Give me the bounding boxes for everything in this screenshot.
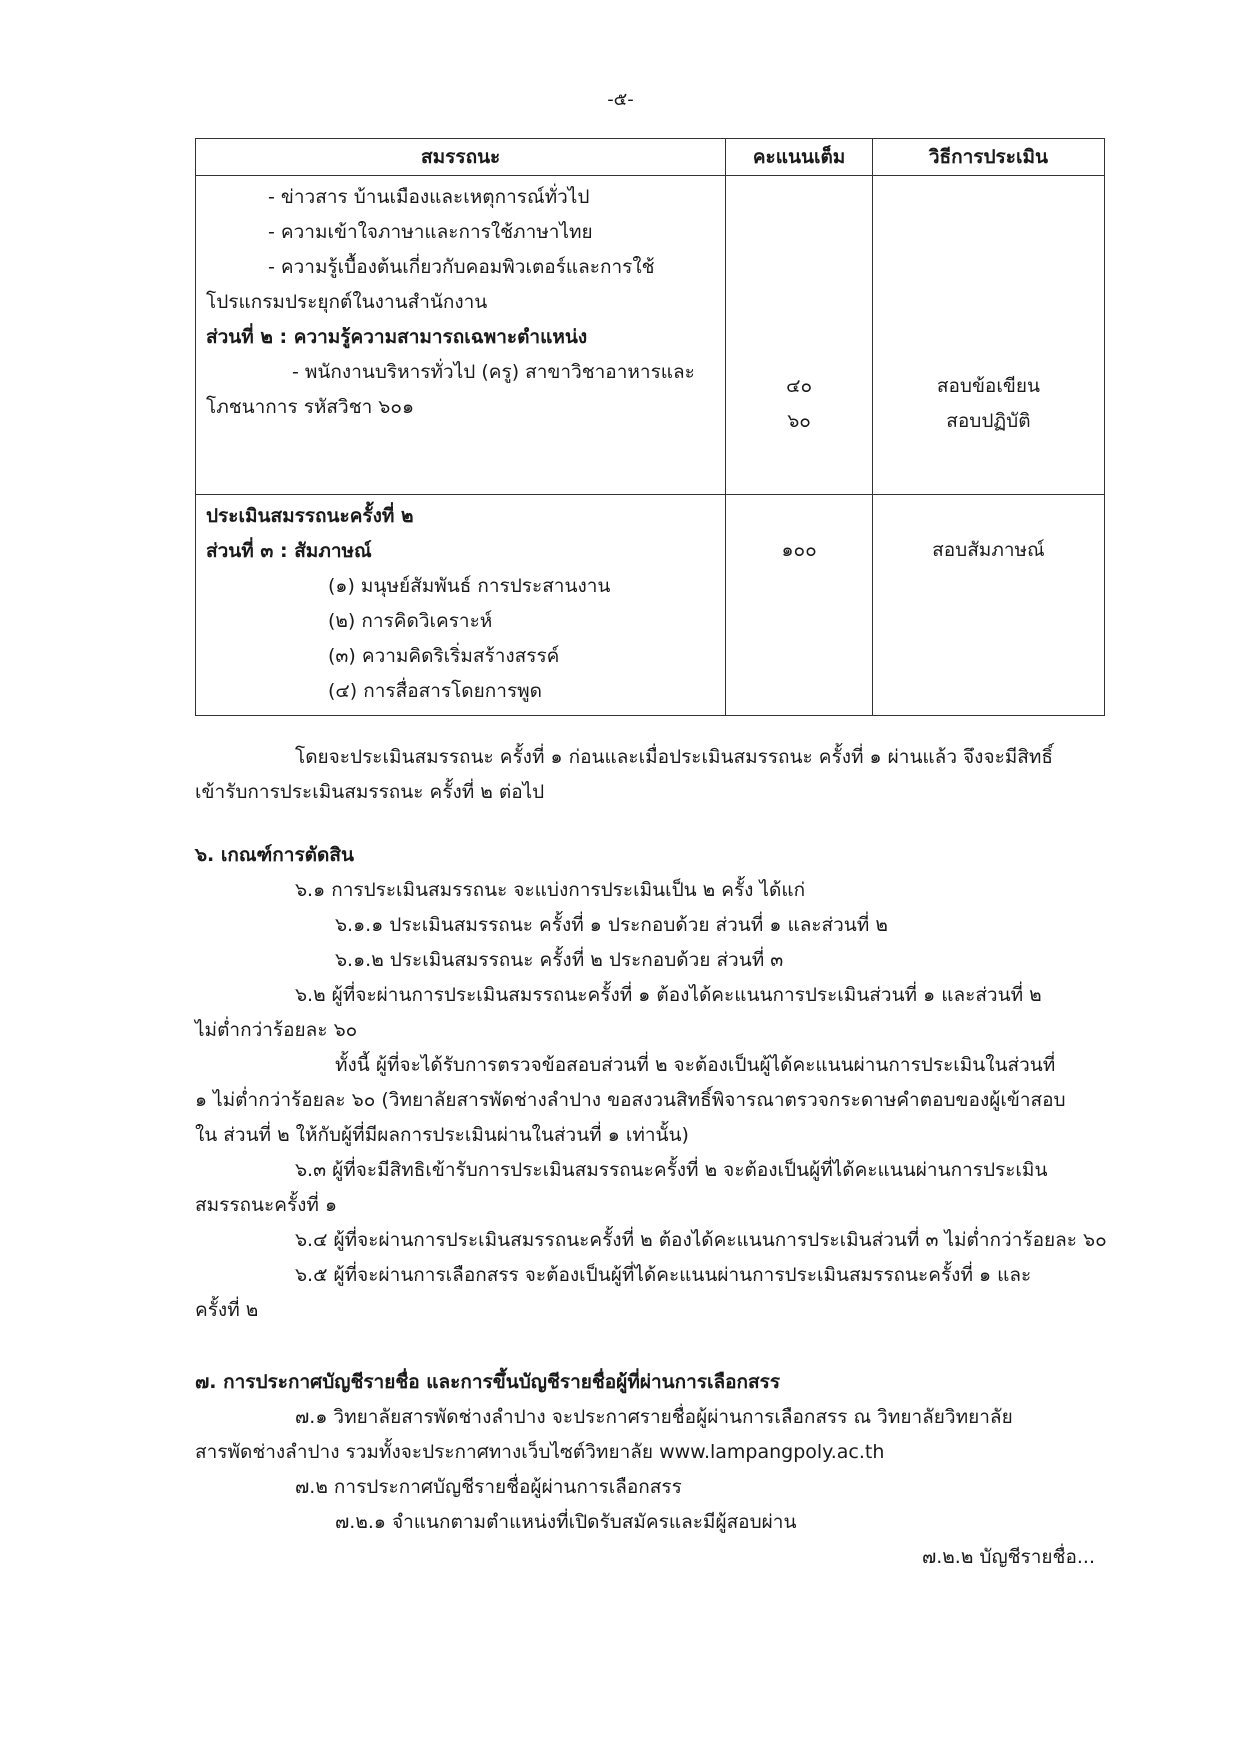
clause: ๑ ไม่ต่ำกว่าร้อยละ ๖๐ (วิทยาลัยสารพัดช่างลำปาง ขอสงวนสิทธิ์พิจารณาตรวจกระดาษคำตอบของผู้เข้าสอบ [195, 1089, 1066, 1111]
score-written: ๔๐ [786, 375, 813, 397]
clause: ทั้งนี้ ผู้ที่จะได้รับการตรวจข้อสอบส่วนที่ ๒ จะต้องเป็นผู้ได้คะแนนผ่านการประเมินในส่วนที่ [335, 1054, 1056, 1076]
competency-line: - ความเข้าใจภาษาและการใช้ภาษาไทย [268, 221, 593, 243]
clause: ๖.๕ ผู้ที่จะผ่านการเลือกสรร จะต้องเป็นผู้ที่ได้คะแนนผ่านการประเมินสมรรถนะครั้งที่ ๑ และ [295, 1264, 1032, 1286]
clause: ๖.๔ ผู้ที่จะผ่านการประเมินสมรรถนะครั้งที่ ๒ ต้องได้คะแนนการประเมินส่วนที่ ๓ ไม่ต่ำกว่าร้อยละ ๖๐ [295, 1229, 1107, 1251]
section-heading: ๗. การประกาศบัญชีรายชื่อ และการขึ้นบัญชีรายชื่อผู้ที่ผ่านการเลือกสรร [195, 1371, 781, 1393]
clause: ใน ส่วนที่ ๒ ให้กับผู้ที่มีผลการประเมินผ่านในส่วนที่ ๑ เท่านั้น) [195, 1124, 689, 1146]
clause: สมรรถนะครั้งที่ ๑ [195, 1194, 338, 1216]
competency-line: โภชนาการ รหัสวิชา ๖๐๑ [206, 396, 415, 418]
interview-item: (๓) ความคิดริเริ่มสร้างสรรค์ [328, 645, 560, 667]
interview-item: (๔) การสื่อสารโดยการพูด [328, 680, 543, 702]
method-practical: สอบปฏิบัติ [946, 410, 1031, 432]
competency-line: - ข่าวสาร บ้านเมืองและเหตุการณ์ทั่วไป [268, 186, 590, 208]
competency-cell [196, 176, 726, 495]
competency-table [195, 138, 1105, 716]
score-cell [726, 176, 873, 495]
note-line: โดยจะประเมินสมรรถนะ ครั้งที่ ๑ ก่อนและเมื่อประเมินสมรรถนะ ครั้งที่ ๑ ผ่านแล้ว จึงจะมีสิทธิ์ [295, 746, 1054, 768]
round-heading: ประเมินสมรรถนะครั้งที่ ๒ [206, 505, 414, 527]
competency-line: - พนักงานบริหารทั่วไป (ครู) สาขาวิชาอาหารและ [292, 361, 695, 383]
interview-item: (๒) การคิดวิเคราะห์ [328, 610, 493, 632]
clause: ไม่ต่ำกว่าร้อยละ ๖๐ [195, 1019, 358, 1041]
table-row [196, 176, 1105, 495]
method-cell [872, 176, 1104, 495]
part-heading: ส่วนที่ ๓ : สัมภาษณ์ [206, 540, 372, 562]
score-interview: ๑๐๐ [781, 539, 817, 561]
note-paragraph [195, 740, 1095, 810]
score-cell [726, 495, 873, 716]
table-header-row [196, 139, 1105, 176]
continuation-text: ๗.๒.๒ บัญชีรายชื่อ... [921, 1546, 1095, 1568]
clause: ๗.๒ การประกาศบัญชีรายชื่อผู้ผ่านการเลือกสรร [295, 1476, 682, 1498]
clause: ๖.๑.๒ ประเมินสมรรถนะ ครั้งที่ ๒ ประกอบด้วย ส่วนที่ ๓ [335, 949, 784, 971]
competency-line: โปรแกรมประยุกต์ในงานสำนักงาน [206, 291, 488, 313]
part-heading: ส่วนที่ ๒ : ความรู้ความสามารถเฉพาะตำแหน่ง [206, 326, 588, 348]
section-heading: ๖. เกณฑ์การตัดสิน [195, 844, 354, 866]
clause: ๗.๑ วิทยาลัยสารพัดช่างลำปาง จะประกาศรายชื่อผู้ผ่านการเลือกสรร ณ วิทยาลัยวิทยาลัย [295, 1406, 1013, 1428]
score-practical: ๖๐ [787, 410, 811, 432]
note-line: เข้ารับการประเมินสมรรถนะ ครั้งที่ ๒ ต่อไป [195, 781, 545, 803]
method-cell [872, 495, 1104, 716]
clause: ๖.๑.๑ ประเมินสมรรถนะ ครั้งที่ ๑ ประกอบด้วย ส่วนที่ ๑ และส่วนที่ ๒ [335, 914, 888, 936]
interview-item: (๑) มนุษย์สัมพันธ์ การประสานงาน [328, 575, 611, 597]
header-evaluation-method: วิธีการประเมิน [872, 139, 1104, 176]
header-competency: สมรรถนะ [196, 139, 726, 176]
clause: สารพัดช่างลำปาง รวมทั้งจะประกาศทางเว็บไซต์วิทยาลัย www.lampangpoly.ac.th [195, 1441, 885, 1463]
clause: ๗.๒.๑ จำแนกตามตำแหน่งที่เปิดรับสมัครและมีผู้สอบผ่าน [335, 1511, 797, 1533]
clause: ๖.๒ ผู้ที่จะผ่านการประเมินสมรรถนะครั้งที่ ๑ ต้องได้คะแนนการประเมินส่วนที่ ๑ และส่วนที่ ๒ [295, 984, 1042, 1006]
section-6 [195, 838, 1107, 1328]
clause: ๖.๑ การประเมินสมรรถนะ จะแบ่งการประเมินเป็น ๒ ครั้ง ได้แก่ [295, 879, 806, 901]
competency-line: - ความรู้เบื้องต้นเกี่ยวกับคอมพิวเตอร์และการใช้ [268, 256, 655, 278]
clause: ๖.๓ ผู้ที่จะมีสิทธิเข้ารับการประเมินสมรรถนะครั้งที่ ๒ จะต้องเป็นผู้ที่ได้คะแนนผ่านการประเมิน [295, 1159, 1048, 1181]
competency-cell [196, 495, 726, 716]
header-full-score: คะแนนเต็ม [726, 139, 873, 176]
table-row [196, 495, 1105, 716]
section-7 [195, 1365, 1095, 1575]
clause: ครั้งที่ ๒ [195, 1299, 259, 1321]
method-interview: สอบสัมภาษณ์ [932, 539, 1045, 561]
method-written: สอบข้อเขียน [936, 375, 1040, 397]
page-number: -๕- [607, 89, 634, 110]
